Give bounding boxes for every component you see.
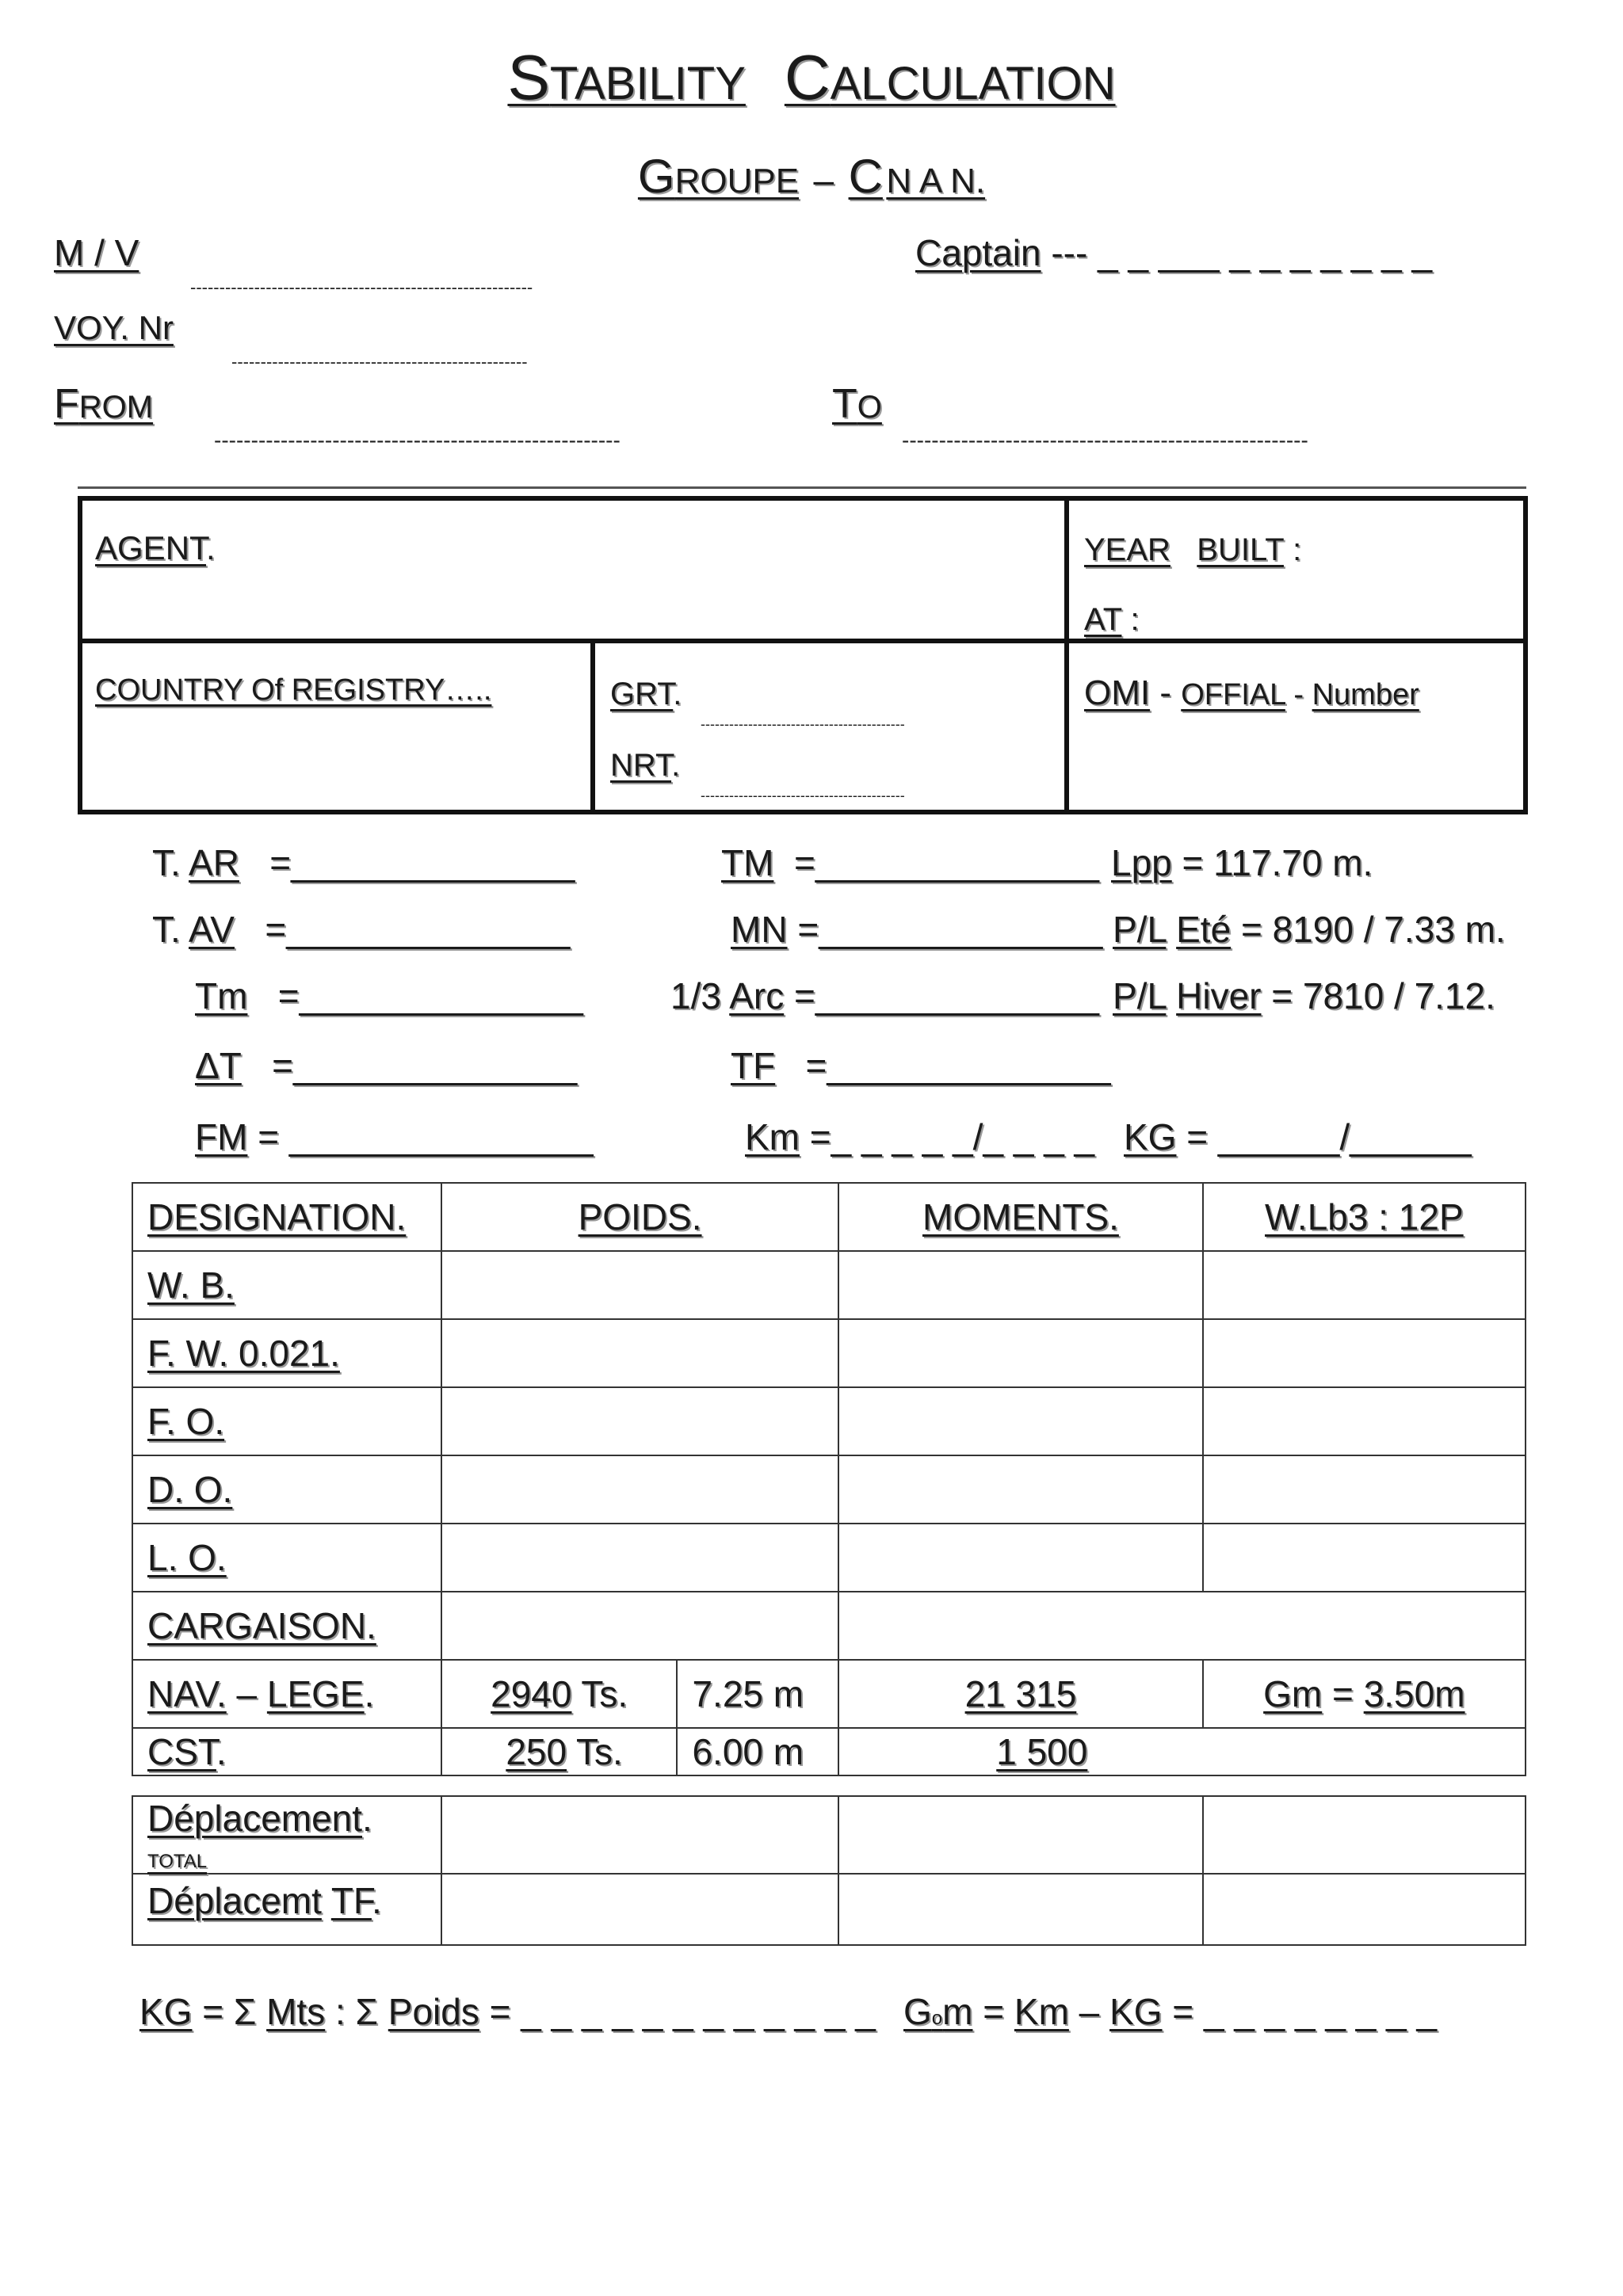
cell-moments[interactable] (838, 1455, 1202, 1524)
table-row (132, 1319, 1526, 1387)
header-wlb3: W.Lb3 : 12P (1203, 1183, 1526, 1251)
cell-wlb3[interactable] (1203, 1251, 1526, 1319)
title-tability: TABILITY (549, 58, 746, 109)
separator (78, 486, 1526, 489)
cell-wlb3[interactable] (1203, 1455, 1526, 1524)
row-label: W. B. (132, 1251, 441, 1319)
year-built-field[interactable]: YEAR BUILT : (1084, 532, 1302, 567)
draft-tf[interactable]: TF =______________ (731, 1045, 1111, 1086)
draft-av[interactable]: T. AV =______________ (152, 909, 571, 950)
cell-poids[interactable] (441, 1592, 838, 1660)
nrt-line: ------------------------------------------- (701, 788, 905, 803)
mv-label: M / V (54, 232, 139, 273)
info-box-col-divider-left (590, 639, 595, 814)
title-s: S (507, 42, 550, 113)
to-label: TO (832, 381, 882, 427)
draft-km[interactable]: Km =_ _ _ _ _/_ _ _ _ (745, 1116, 1095, 1158)
cell-poids[interactable] (441, 1874, 838, 1945)
cell-poids[interactable] (441, 1319, 838, 1387)
cell-poids[interactable] (441, 1524, 838, 1592)
header-poids: POIDS. (441, 1183, 838, 1251)
stability-table (132, 1182, 1526, 1776)
gom-formula[interactable]: Gom = Km – KG = _ _ _ _ _ _ _ _ (903, 1991, 1438, 2032)
title-c: C (784, 42, 831, 113)
nav-poids: 2940 Ts. (441, 1660, 678, 1728)
row-label: Déplacemt TF. (132, 1874, 441, 1945)
cell-moments[interactable] (838, 1524, 1202, 1592)
table-row-deplacement-tf (132, 1874, 1526, 1945)
captain-label: Captain (915, 232, 1041, 273)
displacement-table (132, 1795, 1526, 1946)
header-designation: DESIGNATION. (132, 1183, 441, 1251)
title-alculation: ALCULATION (830, 58, 1116, 109)
grt-field[interactable]: GRT. (610, 677, 682, 711)
header-moments: MOMENTS. (838, 1183, 1202, 1251)
from-label: FROM (54, 381, 154, 427)
table-row-nav-lege (132, 1660, 1526, 1728)
page-subtitle (0, 149, 1623, 204)
cell-wlb3[interactable] (1203, 1524, 1526, 1592)
info-box-col-divider-right (1064, 496, 1069, 814)
voy-line[interactable]: --------------------------------------------------- (231, 352, 528, 372)
table-row (132, 1524, 1526, 1592)
cell-poids[interactable] (441, 1251, 838, 1319)
subtitle-roupe: ROUPE (674, 162, 800, 200)
cell-poids[interactable] (441, 1387, 838, 1455)
pl-ete-value: P/L Eté = 8190 / 7.33 m. (1113, 909, 1506, 950)
captain-line: --- _ _ ___ _ _ _ _ _ _ _ (1051, 232, 1433, 273)
table-header-row (132, 1183, 1526, 1251)
nav-gm: Gm = 3.50m (1203, 1660, 1526, 1728)
row-label: Déplacement. TOTAL (132, 1796, 441, 1874)
draft-tm-mean[interactable]: Tm =______________ (195, 975, 583, 1016)
page-title (0, 41, 1623, 114)
draft-third-arc[interactable]: 1/3 Arc =______________ (670, 975, 1100, 1016)
row-label: F. O. (132, 1387, 441, 1455)
cell-moments[interactable] (838, 1387, 1202, 1455)
draft-tm[interactable]: TM =______________ (721, 842, 1100, 883)
info-box-divider (78, 639, 1528, 643)
cell-moments[interactable] (838, 1592, 1526, 1660)
omi-field[interactable]: OMI - OFFIAL - Number (1084, 673, 1419, 712)
captain-field[interactable] (915, 231, 1432, 274)
country-of-registry[interactable]: COUNTRY Of REGISTRY….. (95, 673, 492, 707)
table-row (132, 1251, 1526, 1319)
cell-moments[interactable] (838, 1251, 1202, 1319)
table-row (132, 1387, 1526, 1455)
voy-label: VOY. Nr (54, 309, 174, 346)
cell-moments[interactable] (838, 1319, 1202, 1387)
grt-line: ------------------------------------------- (701, 716, 905, 732)
draft-fm[interactable]: FM = _______________ (195, 1116, 594, 1158)
subtitle-nan: N A N. (886, 162, 986, 200)
info-box (78, 496, 1528, 814)
cell-moments[interactable] (838, 1796, 1202, 1874)
cell-wlb3[interactable] (1203, 1387, 1526, 1455)
kg-formula[interactable]: KG = Σ Mts : Σ Poids = _ _ _ _ _ _ _ _ _ _ _ _ (139, 1991, 876, 2032)
cell-poids[interactable] (441, 1455, 838, 1524)
row-label: CST. (132, 1728, 441, 1775)
row-label: L. O. (132, 1524, 441, 1592)
table-row (132, 1592, 1526, 1660)
cst-arm: 6.00 m (677, 1728, 838, 1775)
subtitle-g: G (637, 150, 675, 203)
nav-arm: 7.25 m (677, 1660, 838, 1728)
to-line[interactable]: ------------------------------------------------------- (902, 428, 1308, 452)
draft-kg[interactable]: KG = ______/______ (1124, 1116, 1472, 1158)
pl-hiver-value: P/L Hiver = 7810 / 7.12. (1113, 975, 1495, 1016)
row-label: CARGAISON. (132, 1592, 441, 1660)
cell-wlb3[interactable] (1203, 1874, 1526, 1945)
row-label: F. W. 0.021. (132, 1319, 441, 1387)
nav-moment: 21 315 (838, 1660, 1202, 1728)
cst-poids: 250 Ts. (441, 1728, 678, 1775)
cell-poids[interactable] (441, 1796, 838, 1874)
from-line[interactable]: ------------------------------------------------------- (214, 428, 621, 452)
table-row (132, 1455, 1526, 1524)
table-row-deplacement-total (132, 1796, 1526, 1874)
cst-moment: 1 500 (838, 1728, 1526, 1775)
draft-mn[interactable]: MN =______________ (731, 909, 1103, 950)
draft-delta-t[interactable]: ΔT =______________ (195, 1045, 578, 1086)
row-label: NAV. – LEGE. (132, 1660, 441, 1728)
lpp-value: Lpp = 117.70 m. (1111, 842, 1373, 883)
cell-wlb3[interactable] (1203, 1796, 1526, 1874)
agent-field[interactable]: AGENT. (95, 529, 216, 566)
subtitle-dash: – (813, 159, 834, 200)
mv-line[interactable]: ----------------------------------------------------------- (190, 277, 533, 297)
cell-moments[interactable] (838, 1874, 1202, 1945)
row-label: D. O. (132, 1455, 441, 1524)
draft-ar[interactable]: T. AR =______________ (152, 842, 575, 883)
subtitle-c: C (848, 150, 883, 203)
table-row-cst (132, 1728, 1526, 1775)
at-field[interactable]: AT : (1084, 602, 1140, 637)
nrt-field[interactable]: NRT. (610, 748, 681, 783)
cell-wlb3[interactable] (1203, 1319, 1526, 1387)
